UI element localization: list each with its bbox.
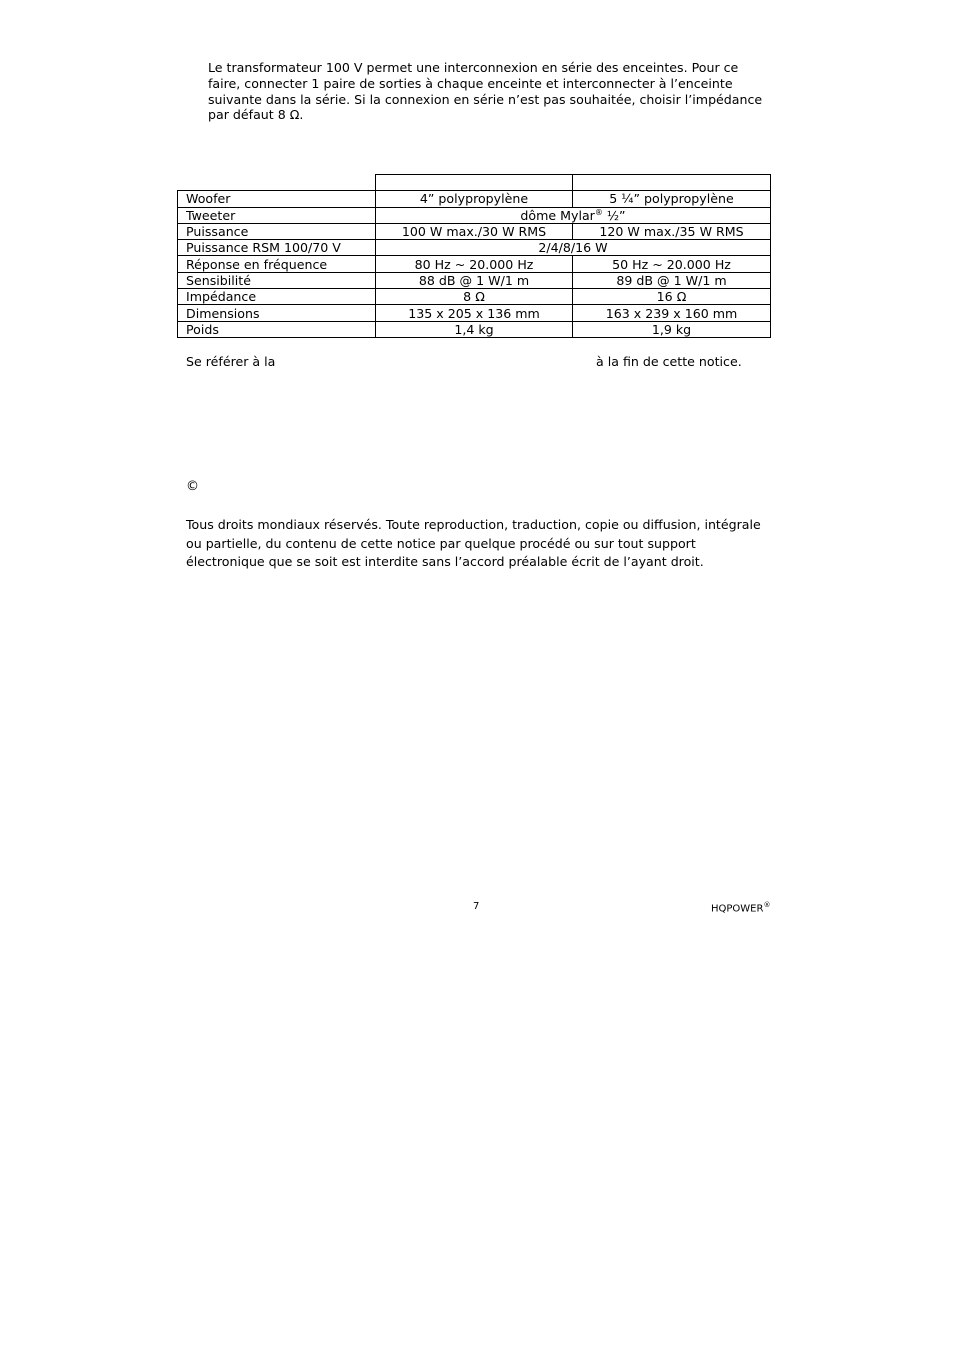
rights-paragraph: Tous droits mondiaux réservés. Toute reproduction, traduction, copie ou diffusion, intégrale ou partielle, du contenu de cette notice par quelque procédé ou sur tout support électronique que se soit est interdite sans l’accord préalable écrit de l’ayant droit. bbox=[186, 517, 761, 569]
spec-value-b: 1,9 kg bbox=[573, 321, 771, 337]
table-header-model-b bbox=[573, 175, 771, 191]
intro-paragraph: Le transformateur 100 V permet une interconnexion en série des enceintes. Pour ce faire, connecter 1 paire de sorties à chaque enceinte et interconnecter à l’enceinte suivante dans la série. Si la connexion en série n’est pas souhaitée, choisir l’impédance par défaut 8 Ω. bbox=[208, 60, 763, 123]
spec-value-a: 4” polypropylène bbox=[376, 191, 573, 207]
spec-value-b: 163 x 239 x 160 mm bbox=[573, 305, 771, 321]
table-header-empty bbox=[178, 175, 376, 191]
table-row bbox=[178, 321, 771, 337]
spec-value-b: 120 W max./35 W RMS bbox=[573, 223, 771, 239]
reference-text-start: Se référer à la bbox=[186, 354, 276, 369]
registered-mark: ® bbox=[594, 207, 603, 217]
table-row bbox=[178, 223, 771, 239]
spec-value-text: ½” bbox=[602, 207, 626, 223]
reference-text-end: à la fin de cette notice. bbox=[596, 354, 742, 369]
spec-value-text: dôme Mylar bbox=[520, 207, 595, 223]
table-row bbox=[178, 289, 771, 305]
spec-label: Dimensions bbox=[178, 305, 376, 321]
table-row bbox=[178, 191, 771, 207]
brand-footer bbox=[711, 901, 770, 914]
spec-label: Puissance bbox=[178, 223, 376, 239]
spec-label: Puissance RSM 100/70 V bbox=[178, 240, 376, 256]
spec-value-b: 5 ¼” polypropylène bbox=[573, 191, 771, 207]
spec-label: Sensibilité bbox=[178, 272, 376, 288]
spec-label: Tweeter bbox=[178, 207, 376, 223]
spec-label: Poids bbox=[178, 321, 376, 337]
spec-value-b: 89 dB @ 1 W/1 m bbox=[573, 272, 771, 288]
table-header-row bbox=[178, 175, 771, 191]
spec-value-a: 8 Ω bbox=[376, 289, 573, 305]
table-row bbox=[178, 272, 771, 288]
spec-value-a: 1,4 kg bbox=[376, 321, 573, 337]
spec-value-b: 16 Ω bbox=[573, 289, 771, 305]
page-number: 7 bbox=[473, 901, 480, 912]
spec-value-a: 88 dB @ 1 W/1 m bbox=[376, 272, 573, 288]
spec-value-b: 50 Hz ~ 20.000 Hz bbox=[573, 256, 771, 272]
spec-value-a: 80 Hz ~ 20.000 Hz bbox=[376, 256, 573, 272]
spec-label: Woofer bbox=[178, 191, 376, 207]
specifications-table bbox=[177, 174, 771, 338]
table-row bbox=[178, 256, 771, 272]
table-header-model-a bbox=[376, 175, 573, 191]
spec-value-shared: 2/4/8/16 W bbox=[376, 240, 771, 256]
spec-label: Réponse en fréquence bbox=[178, 256, 376, 272]
table-row bbox=[178, 240, 771, 256]
table-row bbox=[178, 207, 771, 223]
brand-name: HQPOWER bbox=[711, 903, 764, 915]
spec-value-a: 135 x 205 x 136 mm bbox=[376, 305, 573, 321]
spec-value-a: 100 W max./30 W RMS bbox=[376, 223, 573, 239]
copyright-symbol: © bbox=[186, 479, 199, 494]
table-row bbox=[178, 305, 771, 321]
registered-mark: ® bbox=[763, 901, 771, 909]
spec-value-shared bbox=[376, 207, 771, 223]
spec-label: Impédance bbox=[178, 289, 376, 305]
